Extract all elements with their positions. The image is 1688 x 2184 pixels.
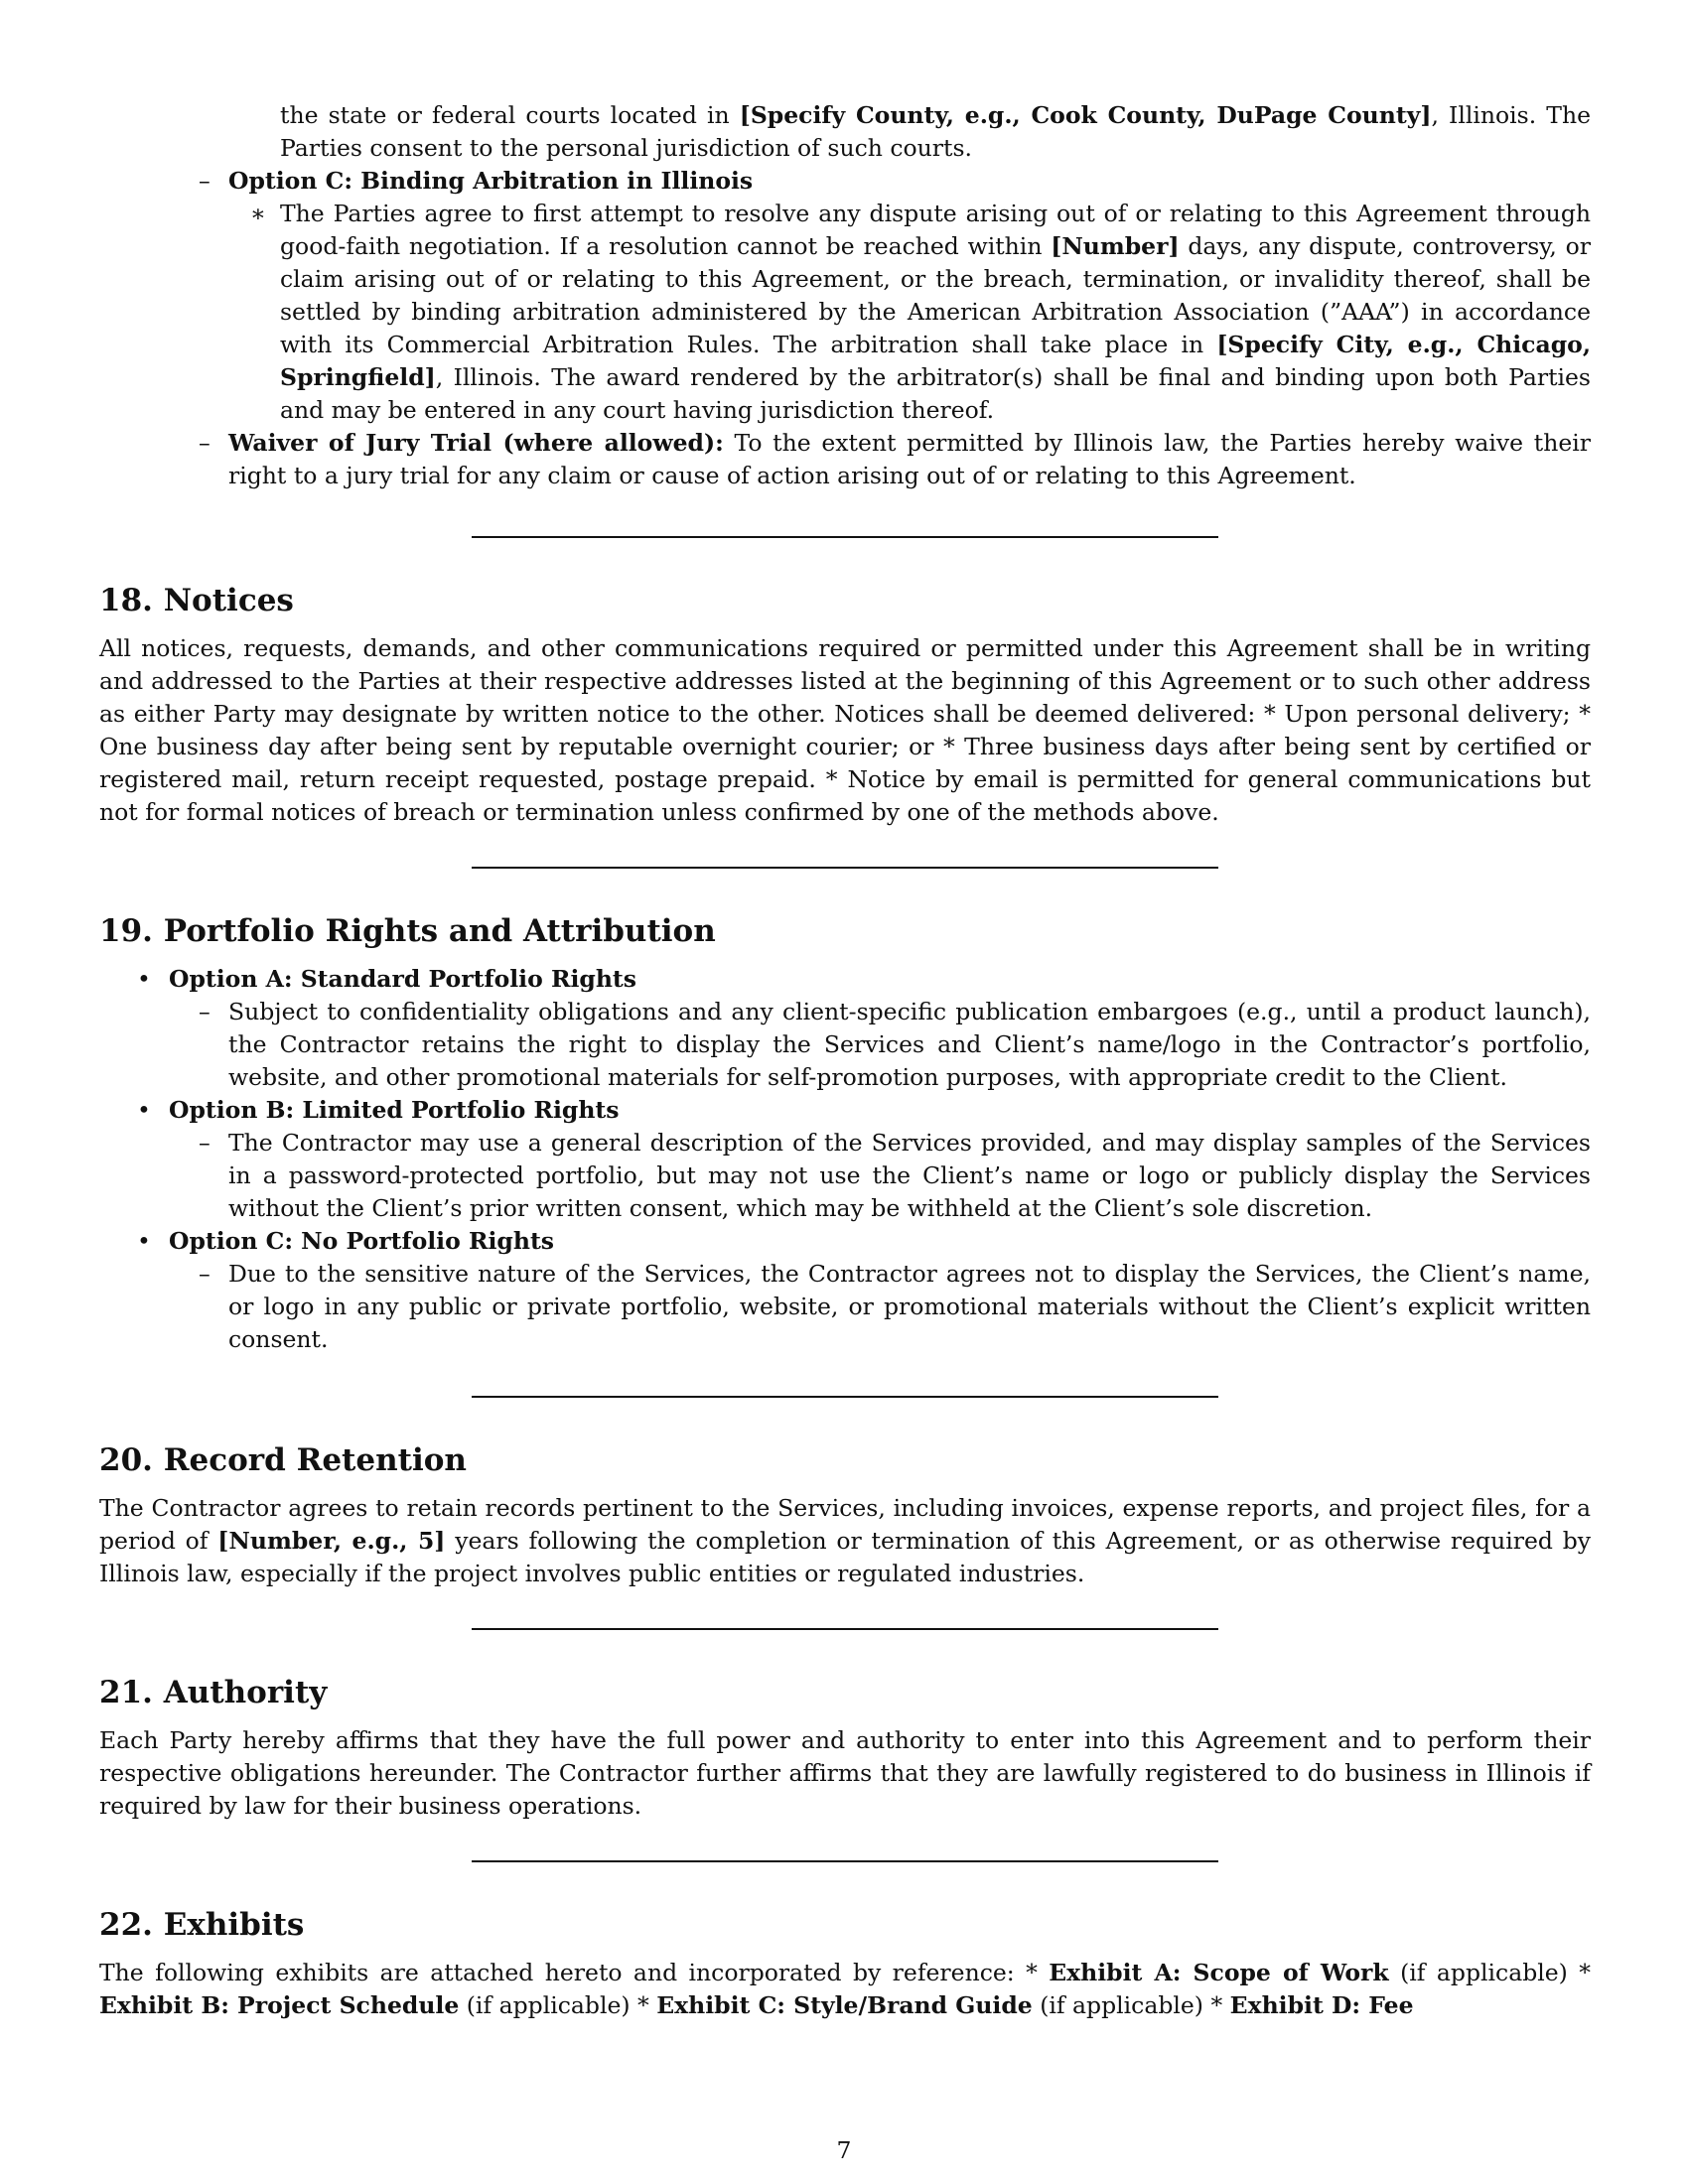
waiver-heading: Waiver of Jury Trial (where allowed): xyxy=(228,429,724,457)
portfolio-option-a-text xyxy=(99,996,1591,1094)
record-text-end: years following the completion or termination of this Agreement, or as otherwise required by Illinois law, especially if the project involves public entities or regulated industries. xyxy=(99,1527,1592,1587)
section-divider xyxy=(472,536,1218,538)
option-text: Subject to confidentiality obligations and any client-specific publication embargoes (e.g., until a product launch), the Contractor retains the right to display the Services and Client’s name/logo in the Contractor’s portfolio, website, and other promotional materials for self-promotion purposes, with appropriate credit to the Client. xyxy=(228,998,1591,1091)
portfolio-option-c xyxy=(99,1225,1591,1258)
portfolio-option-c-text xyxy=(99,1258,1591,1356)
waiver-item xyxy=(99,427,1591,492)
exhibit-a: Exhibit A: Scope of Work xyxy=(1049,1959,1389,1986)
exhibits-body xyxy=(99,1957,1591,2022)
exhibit-d: Exhibit D: Fee xyxy=(1229,1991,1414,2019)
record-text: The Contractor agrees to retain records pertinent to the Services, including invoices, expense reports, and project files, for a period of xyxy=(99,1494,1591,1555)
page-number: 7 xyxy=(836,2136,852,2164)
section-divider xyxy=(472,1628,1218,1630)
option-title: Option B: Limited Portfolio Rights xyxy=(169,1096,620,1124)
number-placeholder: [Number] xyxy=(1051,232,1180,260)
section-heading-notices: 18. Notices xyxy=(99,583,294,618)
option-c-detail xyxy=(99,198,1591,427)
document-page xyxy=(99,99,1591,2022)
option-b-text-end: , Illinois. The Parties consent to the personal jurisdiction of such courts. xyxy=(280,101,1591,162)
section-heading-exhibits: 22. Exhibits xyxy=(99,1907,305,1943)
option-title: Option A: Standard Portfolio Rights xyxy=(169,965,637,993)
dash-marker: – xyxy=(199,1260,211,1288)
section-divider xyxy=(472,867,1218,869)
section-divider xyxy=(472,1860,1218,1862)
option-c-heading: Option C: Binding Arbitration in Illinois xyxy=(228,167,754,195)
option-c-text: The Parties agree to first attempt to resolve any dispute arising out of or relating to this Agreement through good-faith negotiation. If a resolution cannot be reached within xyxy=(280,200,1591,260)
exhibit-b: Exhibit B: Project Schedule xyxy=(99,1991,460,2019)
portfolio-option-b-text xyxy=(99,1127,1591,1225)
option-c-item xyxy=(99,165,1591,198)
exhibit-c: Exhibit C: Style/Brand Guide xyxy=(656,1991,1033,2019)
portfolio-options xyxy=(99,963,1591,1356)
record-retention-body xyxy=(99,1492,1591,1590)
exhibits-intro: The following exhibits are attached hereto and incorporated by reference: * xyxy=(99,1959,1050,1986)
bullet-marker: • xyxy=(137,1227,151,1255)
section-heading-portfolio: 19. Portfolio Rights and Attribution xyxy=(99,913,716,949)
option-b-placeholder: [Specify County, e.g., Cook County, DuPage County] xyxy=(739,101,1432,129)
option-b-continuation xyxy=(99,99,1591,165)
exhibit-sep: (if applicable) * xyxy=(1032,1991,1230,2019)
city-placeholder: [Specify City, e.g., Chicago, Springfield] xyxy=(280,331,1591,391)
option-c-text-end: , Illinois. The award rendered by the arbitrator(s) shall be final and binding upon both Parties and may be entered in any court having jurisdiction thereof. xyxy=(280,363,1591,424)
section-divider xyxy=(472,1396,1218,1398)
dash-marker: – xyxy=(199,998,211,1025)
years-placeholder: [Number, e.g., 5] xyxy=(217,1527,446,1555)
exhibit-sep: (if applicable) * xyxy=(459,1991,657,2019)
section-heading-authority: 21. Authority xyxy=(99,1675,328,1710)
notices-body: All notices, requests, demands, and other communications required or permitted under this Agreement shall be in writing and addressed to the Parties at their respective addresses listed at the beginning of this Agreement or to such other address as either Party may designate by written notice to the other. Notices shall be deemed delivered: * Upon personal delivery; * One business day after being sent by reputable overnight courier; or * Three business days after being sent by certified or registered mail, return receipt requested, postage prepaid. * Notice by email is permitted for general communications but not for formal notices of breach or termination unless confirmed by one of the methods above. xyxy=(99,634,1591,826)
exhibit-sep: (if applicable) * xyxy=(1388,1959,1592,1986)
portfolio-option-a xyxy=(99,963,1591,996)
option-c-text-cont: days, any dispute, controversy, or claim arising out of or relating to this Agreement, or the breach, termination, or invalidity thereof, shall be settled by binding arbitration administered by the American Arbitration Association (”AAA”) in accordance with its Commercial Arbitration Rules. The arbitration shall take place in xyxy=(280,232,1591,358)
option-b-text: the state or federal courts located in xyxy=(280,101,740,129)
bullet-marker: • xyxy=(137,1096,151,1124)
option-text: Due to the sensitive nature of the Services, the Contractor agrees not to display the Services, the Client’s name, or logo in any public or private portfolio, website, or promotional materials without the Client’s explicit written consent. xyxy=(228,1260,1591,1353)
portfolio-option-b xyxy=(99,1094,1591,1127)
bullet-marker: • xyxy=(137,965,151,993)
dash-marker: – xyxy=(199,1129,211,1157)
option-text: The Contractor may use a general description of the Services provided, and may display samples of the Services in a password-protected portfolio, but may not use the Client’s name or logo or publicly display the Services without the Client’s prior written consent, which may be withheld at the Client’s sole discretion. xyxy=(228,1129,1591,1222)
dash-marker: – xyxy=(199,429,211,457)
dash-marker: – xyxy=(199,167,211,195)
option-title: Option C: No Portfolio Rights xyxy=(169,1227,555,1255)
authority-body: Each Party hereby affirms that they have the full power and authority to enter into this Agreement and to perform their respective obligations hereunder. The Contractor further affirms that they are lawfully registered to do business in Illinois if required by law for their business operations. xyxy=(99,1726,1591,1820)
asterisk-marker: ∗ xyxy=(250,200,266,227)
waiver-text: To the extent permitted by Illinois law, the Parties hereby waive their right to a jury trial for any claim or cause of action arising out of or relating to this Agreement. xyxy=(228,429,1592,489)
section-heading-record-retention: 20. Record Retention xyxy=(99,1442,467,1478)
